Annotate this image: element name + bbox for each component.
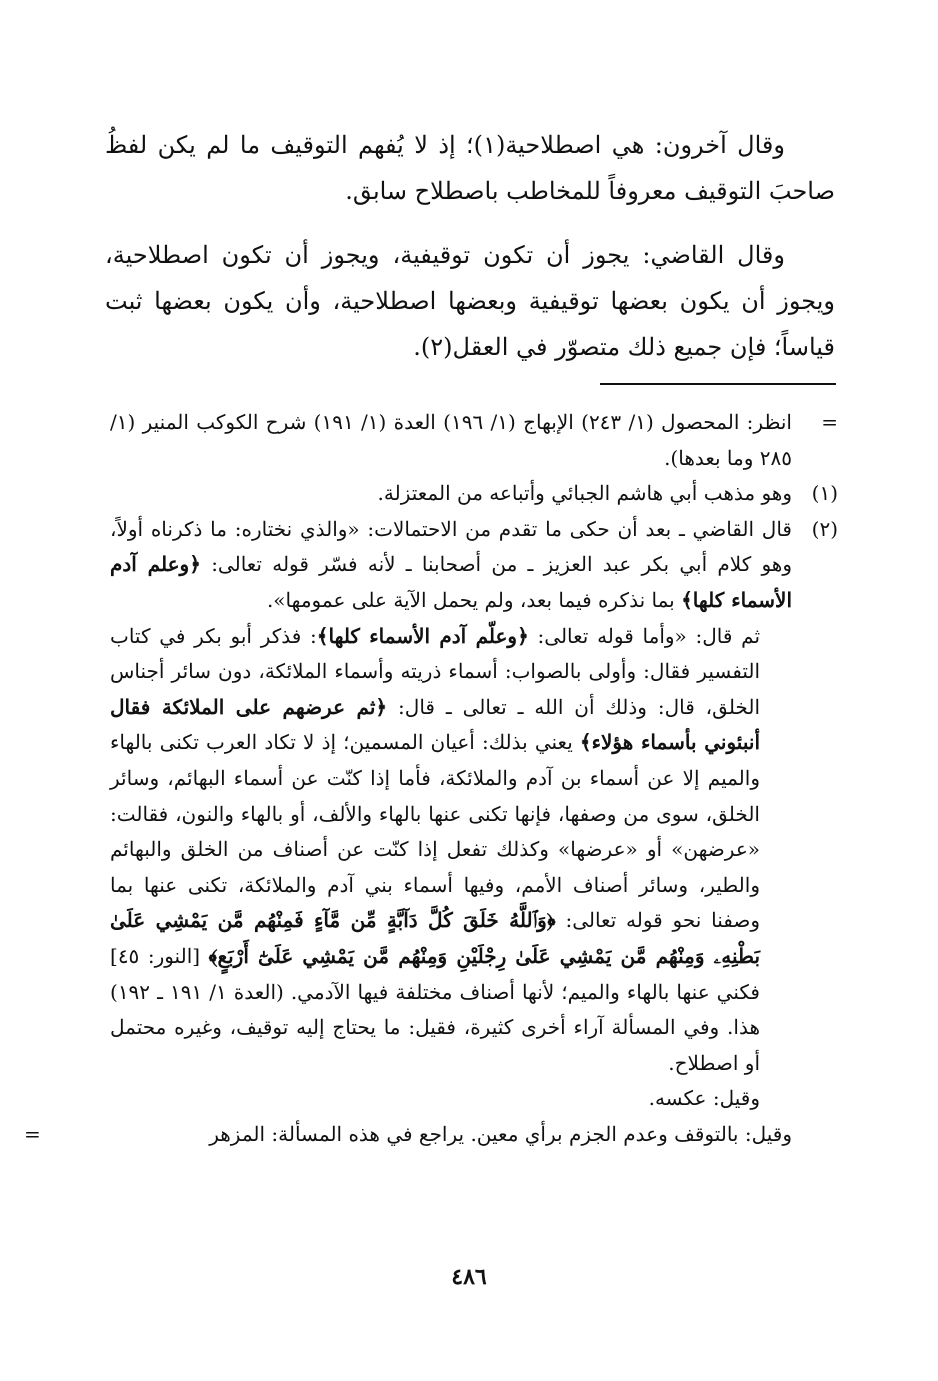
continuation-mark: = xyxy=(821,410,838,434)
footnote-1-text: وهو مذهب أبي هاشم الجبائي وأتباعه من المعتزلة. xyxy=(377,481,792,506)
footnote-1-number: (١) xyxy=(811,481,838,506)
footnote-2-block-4 xyxy=(24,1117,792,1153)
footnote-2-block-3 xyxy=(110,1081,792,1117)
footnote-2-text-4: : فذكر أبو بكر في كتاب التفسير فقال: وأولى بالصواب: أسماء ذريته وأسماء الملائكة، دون سائر أجناس الخلق، قال: وذلك أن الله ـ تعالى ـ قال: xyxy=(110,623,760,719)
footnote-2-number: (٢) xyxy=(811,516,838,541)
footnote-2-text-1: قال القاضي ـ بعد أن حكى ما تقدم من الاحتمالات: «والذي نختاره: ما ذكرناه أولاً، وهو كلام أبي بكر عبد العزيز ـ من أصحابنا ـ لأنه فسّر قوله تعالى: xyxy=(110,516,792,577)
quran-verse-2: ﴿وعلّم آدم الأسماء كلها﴾ xyxy=(316,623,529,648)
footnotes xyxy=(24,405,838,1152)
footnote-2-block-2 xyxy=(110,619,792,1082)
quran-verse-1: ﴿وعلم آدم الأسماء كلها﴾ xyxy=(110,552,792,612)
footnote-2-text-2: بما نذكره فيما بعد، ولم يحمل الآية على عمومها». xyxy=(266,587,675,612)
footnote-2-block-1 xyxy=(110,512,792,619)
footnote-2 xyxy=(24,512,838,1153)
page-number: ٤٨٦ xyxy=(451,1264,487,1290)
footnote-2-text-6: [النور: ٤٥] فكني عنها بالهاء والميم؛ لأنها أصناف مختلفة فيها الآدمي. (العدة ١/ ١٩١ ـ ١٩٢) هذا. وفي المسألة آراء أخرى كثيرة، فقيل: ما يحتاج إليه توقيف، وغيره محتمل أو اصطلاح. xyxy=(110,943,760,1075)
paragraph-1-text: وقال آخرون: هي اصطلاحية(١)؛ إذ لا يُفهم التوقيف ما لم يكن لفظُ صاحبَ التوقيف معروفاً للمخاطب باصطلاح سابق. xyxy=(105,131,835,205)
footnote-separator xyxy=(600,383,836,385)
paragraph-2-text: وقال القاضي: يجوز أن تكون توقيفية، ويجوز أن تكون اصطلاحية، ويجوز أن يكون بعضها توقيفية وبعضها اصطلاحية، وأن يكون بعضها ثبت قياساً؛ فإن جميع ذلك متصوّر في العقل(٢). xyxy=(105,241,835,361)
continuation-end-mark: = xyxy=(24,1121,41,1146)
footnote-2-text-3: ثم قال: «وأما قوله تعالى: xyxy=(537,623,761,648)
footnote-1 xyxy=(110,476,838,512)
footnote-2-text-5: يعني بذلك: أعيان المسمين؛ إذ لا تكاد العرب تكنى بالهاء والميم إلا عن أسماء بن آدم والملائكة، فأما إذا كنّت عن أسماء البهائم، وسائر الخلق، سوى من وصفها، فإنها تكنى عنها بالهاء والألف، أو بالهاء والنون، فقالت: «عرضهن» أو «عرضها» وكذلك تفعل إذا كنّت عن أصناف من الخلق والبهائم والطير، وسائر أصناف الأمم، وفيها أسماء بني آدم والملائكة، تكنى عنها بما وصفنا نحو قوله تعالى: xyxy=(110,730,760,933)
footnote-continuation xyxy=(110,405,838,476)
footnote-2-text-7: وقيل: عكسه. xyxy=(648,1086,760,1111)
main-paragraph-1 xyxy=(105,122,835,214)
quran-verse-4: ﴿وَٱللَّهُ خَلَقَ كُلَّ دَآبَّةٍ مِّن مَّآءٍ فَمِنْهُم مَّن يَمْشِي عَلَىٰ بَطْنِهِۦ وَمِنْهُم مَّن يَمْشِي عَلَىٰ رِجْلَيْنِ وَمِنْهُم مَّن يَمْشِي عَلَىٰٓ أَرْبَعٍ﴾ xyxy=(110,908,761,968)
footnote-continuation-text: انظر: المحصول (١/ ٢٤٣) الإبهاج (١/ ١٩٦) العدة (١/ ١٩١) شرح الكوكب المنير (١/ ٢٨٥ وما بعدها). xyxy=(110,410,792,470)
quran-verse-3: ﴿ثم عرضهم على الملائكة فقال أنبئوني بأسماء هؤلاء﴾ xyxy=(110,694,760,755)
main-paragraph-2 xyxy=(105,232,835,370)
footnote-2-text-8: وقيل: بالتوقف وعدم الجزم برأي معين. يراجع في هذه المسألة: المزهر xyxy=(209,1121,792,1146)
